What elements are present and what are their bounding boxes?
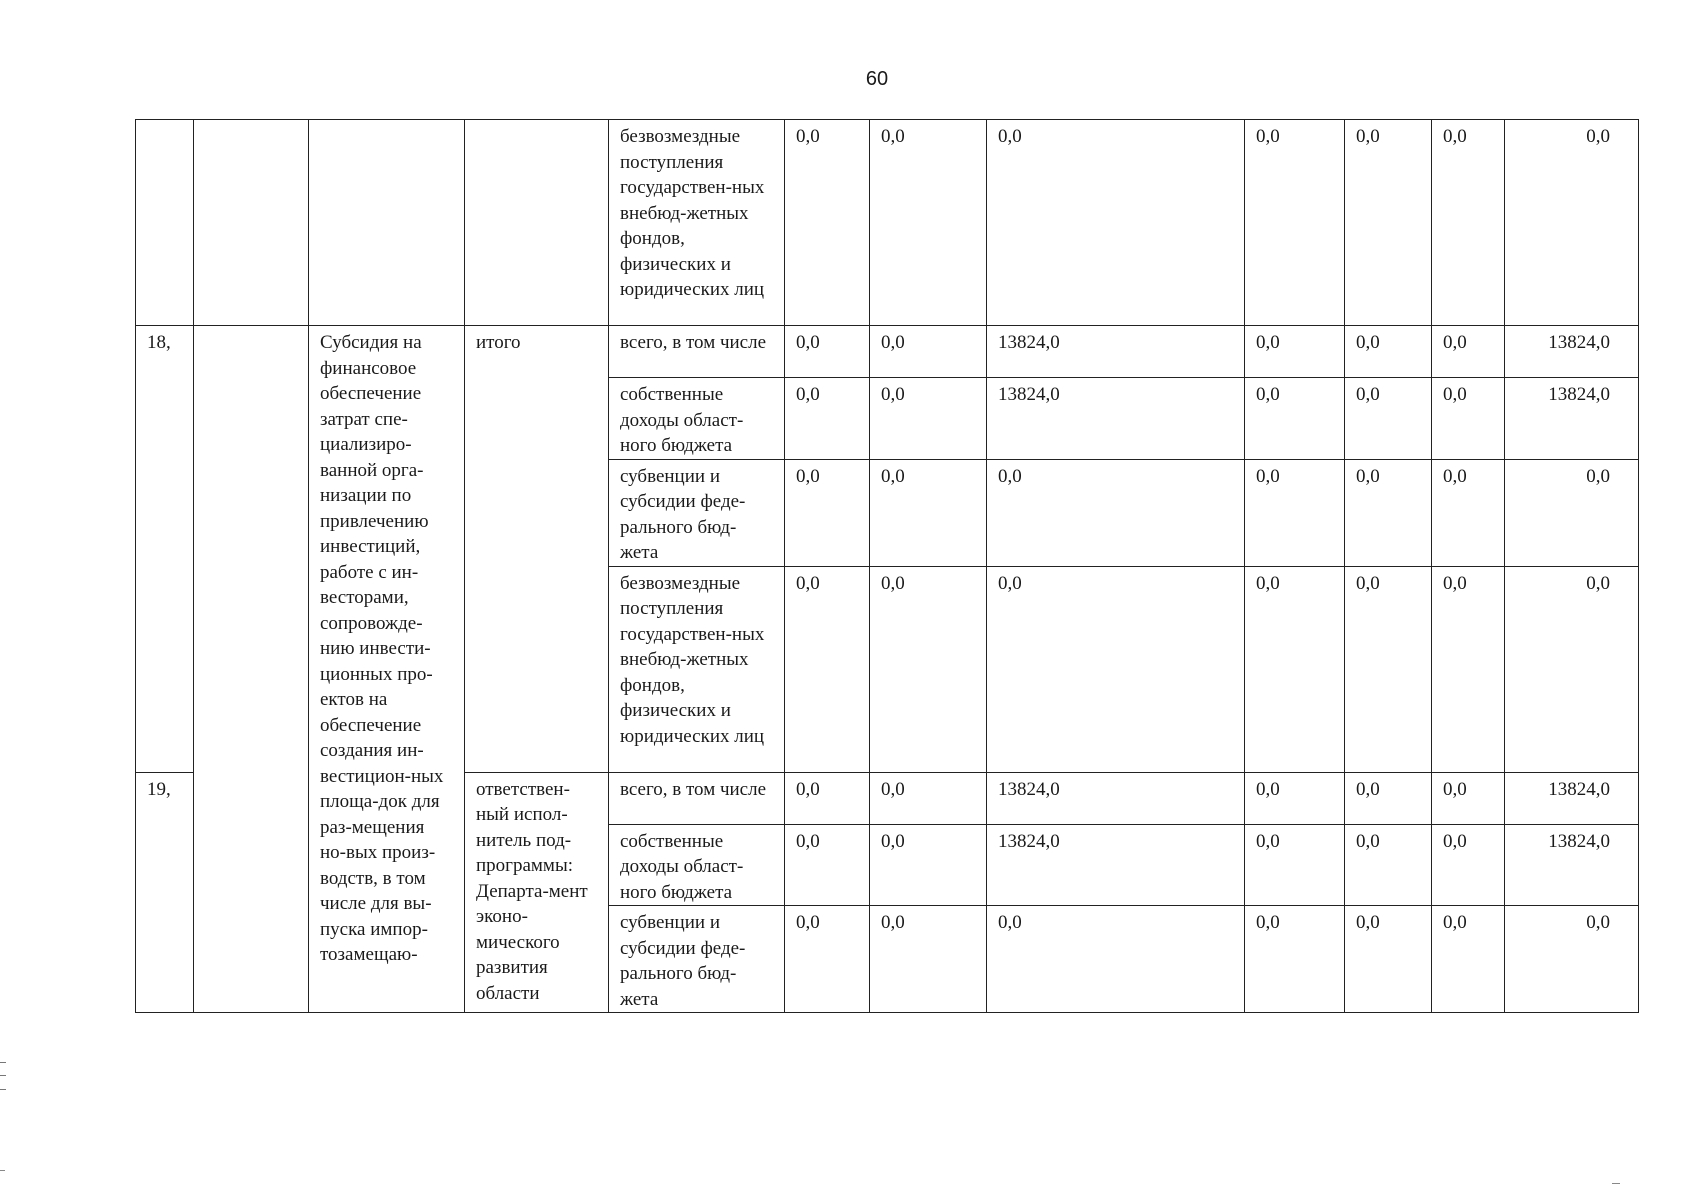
source-cell: безвозмездные поступления государствен-ных внебюд-жетных фондов, физических и юридических лиц xyxy=(609,566,785,772)
value-cell: 0,0 xyxy=(1245,566,1345,772)
value-cell: 0,0 xyxy=(1432,566,1505,772)
value-cell: 0,0 xyxy=(1345,906,1432,1013)
scan-dash xyxy=(1612,1183,1620,1184)
executor-cell xyxy=(465,120,609,326)
value-cell: 13824,0 xyxy=(987,772,1245,824)
value-cell: 13824,0 xyxy=(1505,326,1639,378)
value-cell: 0,0 xyxy=(870,824,987,906)
number-cell xyxy=(136,120,194,326)
value-cell: 0,0 xyxy=(1432,378,1505,460)
value-cell: 0,0 xyxy=(987,120,1245,326)
value-cell: 0,0 xyxy=(1345,120,1432,326)
value-cell: 0,0 xyxy=(785,824,870,906)
value-cell: 0,0 xyxy=(1505,566,1639,772)
description-cell xyxy=(309,120,465,326)
value-cell: 0,0 xyxy=(1505,906,1639,1013)
value-cell: 13824,0 xyxy=(987,326,1245,378)
row-number-19: 19, xyxy=(136,772,194,1013)
value-cell: 0,0 xyxy=(1505,459,1639,566)
value-cell: 13824,0 xyxy=(1505,772,1639,824)
page-number: 60 xyxy=(865,68,889,90)
value-cell: 0,0 xyxy=(870,120,987,326)
scan-dash xyxy=(0,1170,5,1171)
value-cell: 0,0 xyxy=(1245,120,1345,326)
value-cell: 0,0 xyxy=(987,566,1245,772)
table-row xyxy=(136,326,1639,378)
source-cell: собственные доходы област-ного бюджета xyxy=(609,824,785,906)
value-cell: 0,0 xyxy=(1245,326,1345,378)
empty-cell xyxy=(194,120,309,326)
value-cell: 0,0 xyxy=(870,906,987,1013)
value-cell: 0,0 xyxy=(870,459,987,566)
value-cell: 0,0 xyxy=(1245,772,1345,824)
source-cell: безвозмездные поступления государствен-ных внебюд-жетных фондов, физических и юридических лиц xyxy=(609,120,785,326)
value-cell: 0,0 xyxy=(870,566,987,772)
source-cell: всего, в том числе xyxy=(609,326,785,378)
empty-cell xyxy=(194,326,309,1013)
description-cell: Субсидия на финансовое обеспечение затрат спе-циализиро-ванной орга-низации по привлечению инвестиций, работе с ин-весторами, сопровожде-нию инвести-ционных про-ектов на обеспечение создания ин-вестицион-ных площа-док для раз-мещения но-вых произ-водств, в том числе для вы-пуска импор-тозамещаю- xyxy=(309,326,465,1013)
executor-cell: итого xyxy=(465,326,609,773)
row-number-18: 18, xyxy=(136,326,194,773)
value-cell: 0,0 xyxy=(785,772,870,824)
table-row xyxy=(136,120,1639,326)
value-cell: 0,0 xyxy=(1345,772,1432,824)
value-cell: 0,0 xyxy=(1345,566,1432,772)
value-cell: 0,0 xyxy=(987,459,1245,566)
value-cell: 0,0 xyxy=(1245,906,1345,1013)
value-cell: 0,0 xyxy=(785,459,870,566)
value-cell: 0,0 xyxy=(1432,120,1505,326)
value-cell: 0,0 xyxy=(785,378,870,460)
value-cell: 0,0 xyxy=(1432,906,1505,1013)
source-cell: всего, в том числе xyxy=(609,772,785,824)
value-cell: 13824,0 xyxy=(1505,378,1639,460)
value-cell: 0,0 xyxy=(1245,378,1345,460)
value-cell: 0,0 xyxy=(785,120,870,326)
source-cell: субвенции и субсидии феде-рального бюд-жета xyxy=(609,906,785,1013)
value-cell: 0,0 xyxy=(987,906,1245,1013)
source-cell: собственные доходы област-ного бюджета xyxy=(609,378,785,460)
value-cell: 0,0 xyxy=(1432,459,1505,566)
budget-table xyxy=(135,119,1639,1013)
value-cell: 0,0 xyxy=(1505,120,1639,326)
value-cell: 13824,0 xyxy=(987,824,1245,906)
value-cell: 13824,0 xyxy=(1505,824,1639,906)
source-cell: субвенции и субсидии феде-рального бюд-жета xyxy=(609,459,785,566)
value-cell: 0,0 xyxy=(1245,459,1345,566)
value-cell: 0,0 xyxy=(870,378,987,460)
value-cell: 0,0 xyxy=(785,566,870,772)
value-cell: 0,0 xyxy=(1345,459,1432,566)
value-cell: 0,0 xyxy=(785,326,870,378)
value-cell: 13824,0 xyxy=(987,378,1245,460)
value-cell: 0,0 xyxy=(1345,824,1432,906)
value-cell: 0,0 xyxy=(1345,378,1432,460)
value-cell: 0,0 xyxy=(870,326,987,378)
executor-cell: ответствен-ный испол-нитель под-программы: Департа-мент эконо-мического развития области xyxy=(465,772,609,1013)
value-cell: 0,0 xyxy=(1432,824,1505,906)
value-cell: 0,0 xyxy=(1245,824,1345,906)
value-cell: 0,0 xyxy=(785,906,870,1013)
value-cell: 0,0 xyxy=(1345,326,1432,378)
value-cell: 0,0 xyxy=(1432,772,1505,824)
scan-edge-marks xyxy=(0,1062,6,1090)
value-cell: 0,0 xyxy=(870,772,987,824)
value-cell: 0,0 xyxy=(1432,326,1505,378)
